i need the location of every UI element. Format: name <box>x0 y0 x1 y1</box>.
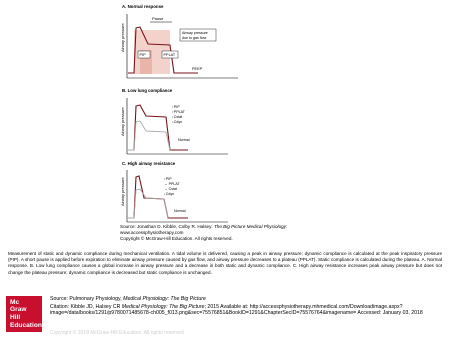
figure-source-title: The Big Picture Medical Physiology <box>213 224 286 229</box>
mcgraw-hill-logo <box>6 296 42 332</box>
logo-line1: Mc <box>10 298 20 306</box>
panel-c <box>120 161 228 222</box>
figure-caption: Measurement of static and dynamic compliance during mechanical ventilation. A tidal volume is delivered, causing a peak in airway pressure; dynamic compliance is calculated at the peak inspiratory pressure (PIP). A short pause is applied before expiration to eliminate airway pressure caused by gas flow, and airway pressure decreases to a plateau (PPLAT). Static compliance is calculated during the plateau. A. Normal response. B. Low lung compliance causes a global increase in airway pressure and a decrease in both static and dynamic compliance. C. High airway resistance increases peak airway pressure but does not change the plateau pressure; dynamic compliance is decreased but static compliance is unchanged. <box>8 251 442 275</box>
logo-line3: Hill <box>10 314 21 321</box>
pip-label: PIP <box>139 53 146 58</box>
panel-c-ylabel: Airway pressure <box>120 177 125 206</box>
figure-source-prefix: Source: Jonathan D. Kibble, Colby R. Halsey: <box>120 224 214 229</box>
footer-source-title: Medical Physiology: The Big Picture <box>123 296 206 302</box>
panel-c-label-cstat: ↔ Cstat <box>164 187 177 191</box>
footer-citation-prefix: Citation: Kibble JD, Halsey CR <box>50 304 122 310</box>
footer-citation <box>50 304 445 317</box>
panel-a-title: A. Normal response <box>122 4 164 9</box>
panel-a <box>120 4 238 78</box>
panel-b <box>120 88 228 154</box>
peep-label: PEEP <box>192 67 203 71</box>
footer-source <box>50 296 445 302</box>
panel-b-normal-label: Normal <box>178 138 190 142</box>
panel-b-label-pip: ↑PIP <box>172 105 180 109</box>
airway-note-line1: Airway pressure <box>182 31 208 35</box>
panel-c-normal-curve <box>128 189 168 218</box>
panel-b-ylabel: Airway pressure <box>120 107 125 136</box>
airway-note-line2: due to gas flow <box>182 36 207 40</box>
footer-source-prefix: Source: Pulmonary Physiology, <box>50 296 124 302</box>
panel-b-label-pplat: ↑PPLAT <box>172 110 185 114</box>
panel-b-label-cdyn: ↓Cdyn <box>172 120 183 124</box>
figure-source-url[interactable]: www.accessphysiotherapy.com <box>120 230 184 235</box>
panel-c-label-pplat: ↔ PPLAT <box>164 182 180 186</box>
panel-c-label-pip: ↑PIP <box>164 177 172 181</box>
footer-copyright: Copyright © 2018 McGraw-Hill Education. All rights reserved <box>50 330 184 336</box>
logo-line2: Graw <box>10 306 27 314</box>
pplat-label: PPLAT <box>163 53 176 58</box>
panel-b-label-cstat: ↓Cstat <box>172 115 183 119</box>
panel-c-title: C. High airway resistance <box>122 161 176 166</box>
panel-c-label-cdyn: ↓Cdyn <box>164 192 175 196</box>
panel-c-normal-label: Normal <box>174 209 186 213</box>
panel-a-ylabel: Airway pressure <box>120 23 125 52</box>
footer-citation-title: Medical Physiology: The Big Picture <box>121 304 205 310</box>
figure-source <box>120 224 350 242</box>
footer-citation-rest[interactable]: ; 2015 Available at: http://accessphysiotherapy.mhmedical.com/Downloadimage.aspx?image=/data/books/1291/p9780071485678-ch005_f013.png&sec=75576851&BookID=1291&ChapterSecID=75576764&imagename= Accessed: January 03, 2018 <box>50 304 423 317</box>
compliance-figure <box>118 2 350 244</box>
logo-line4: Education <box>10 321 42 329</box>
figure-source-copyright: Copyright © McGraw-Hill Education. All rights reserved. <box>120 236 233 241</box>
pause-label: Pause <box>152 16 164 21</box>
panel-b-title: B. Low lung compliance <box>122 88 173 93</box>
figure-source-suffix: : <box>285 224 288 229</box>
